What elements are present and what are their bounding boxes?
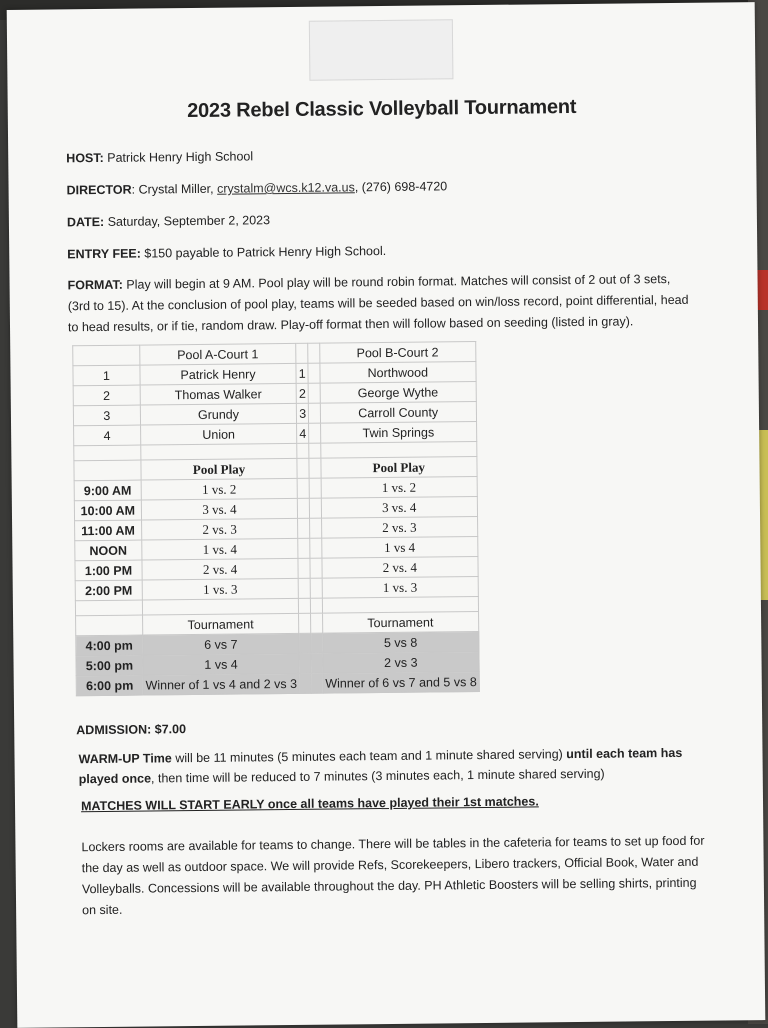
lockers-line-2: the day as well as outdoor space. We will provide Refs, Scorekeepers, Libero trackers, Official Book, Water and	[81, 854, 699, 876]
match-time: 11:00 AM	[75, 520, 142, 541]
warmup-bold-3: played once	[78, 771, 152, 787]
schedule-table	[72, 341, 480, 696]
pool-b-match: 1 vs. 2	[321, 477, 478, 499]
pool-b-header: Pool B-Court 2	[319, 342, 476, 364]
pool-play-header-b: Pool Play	[320, 457, 477, 479]
format-line-2: (3rd to 15). At the conclusion of pool play, teams will be seeded based on win/loss record, point differential, head	[67, 292, 689, 314]
blank-label-box	[309, 19, 454, 81]
court-2-match: 2 vs 3	[322, 652, 479, 674]
pool-a-match: 1 vs. 4	[142, 538, 299, 560]
director-label: DIRECTOR	[66, 182, 132, 198]
warmup-bold-1: WARM-UP Time	[78, 751, 172, 767]
host-label: HOST:	[66, 150, 104, 166]
match-time: 10:00 AM	[74, 500, 141, 521]
lockers-paragraph	[81, 830, 732, 921]
date-value: Saturday, September 2, 2023	[107, 213, 271, 229]
match-time: NOON	[75, 540, 142, 561]
warmup-paragraph	[78, 743, 718, 790]
pool-a-match: 3 vs. 4	[141, 498, 298, 520]
pool-b-team: George Wythe	[320, 382, 477, 404]
host-line	[66, 147, 253, 167]
director-email-link[interactable]: crystalm@wcs.k12.va.us	[217, 180, 355, 196]
pool-b-match: 3 vs. 4	[321, 497, 478, 519]
pool-a-header: Pool A-Court 1	[139, 343, 296, 365]
pool-play-header-a: Pool Play	[141, 458, 298, 480]
director-line	[66, 177, 447, 199]
pool-b-match: 1 vs 4	[321, 537, 478, 559]
pool-b-match: 2 vs. 3	[321, 517, 478, 539]
match-time: 9:00 AM	[74, 480, 141, 501]
pool-a-match: 1 vs. 3	[142, 578, 299, 600]
format-paragraph	[67, 269, 708, 339]
match-time: 5:00 pm	[76, 655, 143, 676]
warmup-bold-2: until each team has	[566, 745, 683, 762]
pool-a-team: Patrick Henry	[140, 363, 297, 385]
lockers-line-3: Volleyballs. Concessions will be available throughout the day. PH Athletic Boosters will be selling shirts, printing	[81, 875, 697, 897]
team-seed-b: 2	[296, 383, 308, 403]
team-seed-b: 4	[297, 423, 309, 443]
warmup-text-1: will be 11 minutes (5 minutes each team and 1 minute shared serving)	[171, 747, 567, 766]
tournament-header-a: Tournament	[142, 613, 299, 635]
court-2-match: Winner of 6 vs 7 and 5 vs 8	[323, 672, 480, 694]
pool-a-match: 2 vs. 3	[141, 518, 298, 540]
date-label: DATE:	[66, 214, 105, 230]
document-title: 2023 Rebel Classic Volleyball Tournament	[187, 95, 577, 123]
pool-b-match: 2 vs. 4	[321, 557, 478, 579]
pool-b-team: Northwood	[319, 362, 476, 384]
pool-a-match: 1 vs. 2	[141, 478, 298, 500]
team-seed: 2	[73, 385, 140, 406]
pool-a-team: Union	[140, 423, 297, 445]
team-seed: 3	[73, 405, 140, 426]
court-1-match: 1 vs 4	[143, 653, 300, 675]
director-phone: , (276) 698-4720	[354, 179, 448, 195]
date-line	[67, 211, 270, 231]
court-2-match: 5 vs 8	[322, 632, 479, 654]
warmup-text-2: , then time will be reduced to 7 minutes (3 minutes each, 1 minute shared serving)	[150, 766, 605, 786]
match-time: 1:00 PM	[75, 560, 142, 581]
team-seed: 4	[74, 425, 141, 446]
entry-fee-value: $150 payable to Patrick Henry High School.	[144, 243, 387, 261]
pool-b-team: Carroll County	[320, 402, 477, 424]
team-seed: 1	[73, 365, 140, 386]
tournament-header-b: Tournament	[322, 612, 479, 634]
pool-a-team: Thomas Walker	[140, 383, 297, 405]
entry-fee-label: ENTRY FEE:	[67, 246, 141, 262]
lockers-line-4: on site.	[82, 902, 123, 918]
lockers-line-1: Lockers rooms are available for teams to change. There will be tables in the cafeteria for teams to set up food for	[81, 833, 705, 855]
match-time: 4:00 pm	[76, 635, 143, 656]
tournament-row	[76, 672, 479, 696]
court-1-match: 6 vs 7	[143, 633, 300, 655]
format-line-1: Play will begin at 9 AM. Pool play will be round robin format. Matches will consist of 2 out of 3 sets,	[126, 272, 671, 292]
team-seed-b: 3	[297, 403, 309, 423]
match-time: 2:00 PM	[75, 580, 142, 601]
pool-a-team: Grundy	[140, 403, 297, 425]
entry-fee-line	[67, 242, 386, 263]
match-time: 6:00 pm	[76, 675, 143, 696]
director-name: : Crystal Miller,	[131, 181, 218, 197]
team-seed-b: 1	[296, 363, 308, 383]
court-1-match: Winner of 1 vs 4 and 2 vs 3	[143, 673, 300, 695]
document-page	[7, 2, 766, 1028]
pool-a-match: 2 vs. 4	[142, 558, 299, 580]
pool-b-match: 1 vs. 3	[322, 577, 479, 599]
early-start-notice: MATCHES WILL START EARLY once all teams have played their 1st matches.	[80, 794, 539, 814]
format-line-3: to head results, or if tie, random draw. Play-off format then will follow based on seeding (listed in gray).	[67, 314, 634, 335]
host-value: Patrick Henry High School	[107, 149, 254, 165]
pool-b-team: Twin Springs	[320, 422, 477, 444]
format-label: FORMAT:	[67, 277, 123, 293]
admission-line: ADMISSION: $7.00	[76, 722, 187, 738]
